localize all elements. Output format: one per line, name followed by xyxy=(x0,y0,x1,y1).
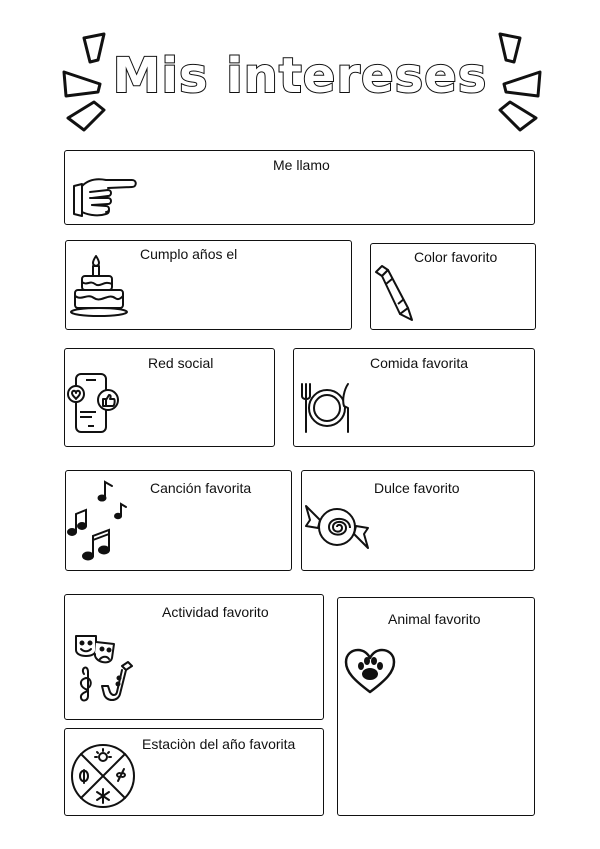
pointing-hand-icon xyxy=(70,172,140,220)
page-title: Mis intereses xyxy=(112,48,488,104)
sweet-label: Dulce favorito xyxy=(374,480,460,496)
seasons-wheel-icon xyxy=(70,743,136,809)
animal-label: Animal favorito xyxy=(388,611,481,627)
cake-icon xyxy=(70,254,128,318)
animal-box[interactable] xyxy=(337,597,535,816)
food-label: Comida favorita xyxy=(370,355,469,371)
candy-icon xyxy=(304,500,370,556)
phone-like-icon xyxy=(66,372,122,436)
activity-label: Actividad favorito xyxy=(162,604,269,620)
birthday-label: Cumplo años el xyxy=(140,246,238,262)
name-label: Me llamo xyxy=(273,157,330,173)
season-label: Estaciòn del año favorita xyxy=(142,736,296,752)
paw-heart-icon xyxy=(344,648,396,694)
crayon-icon xyxy=(372,264,416,324)
plate-cutlery-icon xyxy=(298,380,356,436)
arts-icon xyxy=(72,632,144,706)
song-label: Canción favorita xyxy=(150,480,252,496)
social-label: Red social xyxy=(148,355,214,371)
color-label: Color favorito xyxy=(414,249,498,265)
music-notes-icon xyxy=(66,476,132,566)
